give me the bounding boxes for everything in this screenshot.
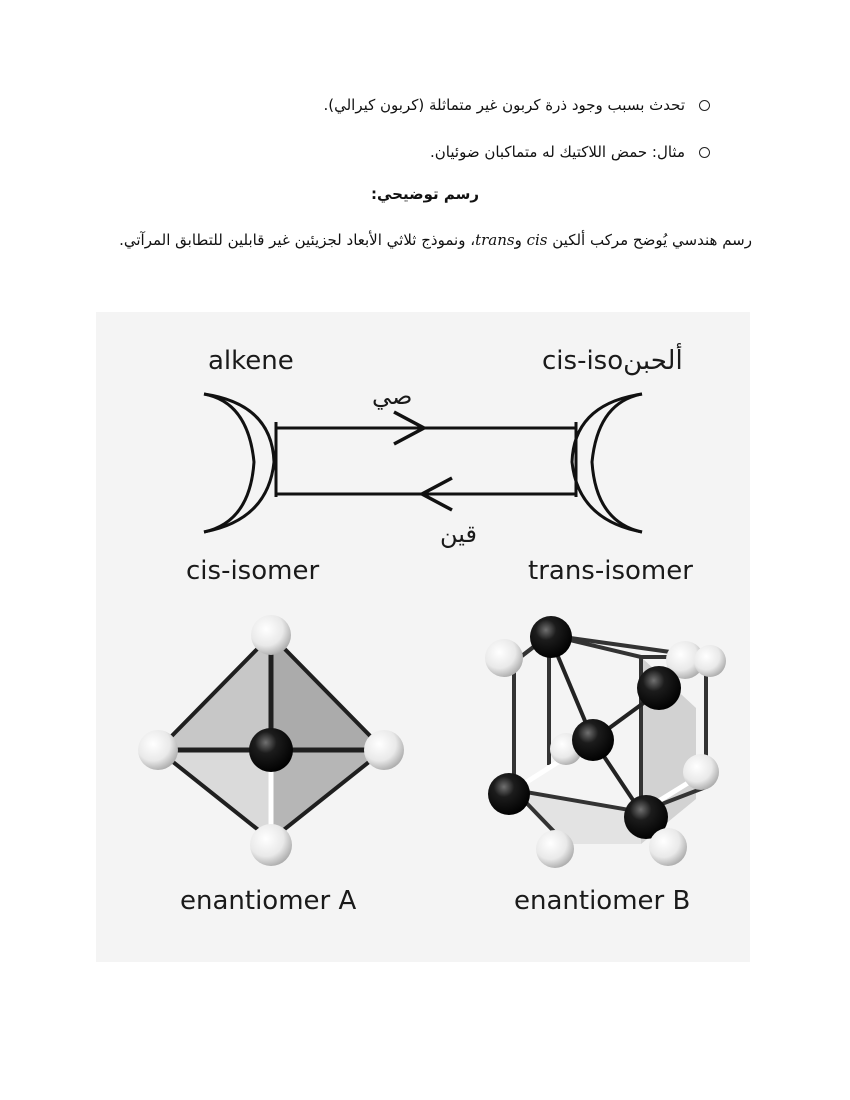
desc-cis: cis	[526, 231, 548, 249]
isomer-illustration	[96, 312, 750, 962]
figure-heading: رسم توضيحي:	[370, 185, 479, 203]
label-cis-iso: cis-isoألحبن	[542, 346, 683, 376]
desc-trans: trans	[475, 231, 515, 249]
bullet-text: تحدث بسبب وجود ذرة كربون غير متماثلة (كربون كيرالي).	[323, 96, 685, 114]
label-enantiomer-b: enantiomer B	[514, 886, 691, 916]
desc-text-3: ، ونموذج ثلاثي الأبعاد لجزيئين غير قابلين للتطابق المرآتي.	[119, 231, 476, 249]
label-trans-isomer: trans-isomer	[528, 556, 693, 586]
reverse-arrow	[276, 478, 576, 510]
bullet-text: مثال: حمض اللاكتيك له متماكبان ضوئيان.	[430, 143, 685, 161]
hollow-circle-bullet-icon	[699, 100, 710, 111]
hollow-circle-bullet-icon	[699, 147, 710, 158]
label-alkene: alkene	[208, 346, 294, 376]
figure-description	[98, 222, 752, 258]
arrow-label-bottom: قين	[440, 520, 477, 548]
bullet-chiral-carbon	[150, 94, 710, 116]
label-enantiomer-a: enantiomer A	[180, 886, 357, 916]
bullet-lactic-acid	[150, 141, 710, 163]
arrow-label-top: صي	[372, 382, 413, 410]
left-bracket-shape	[204, 394, 274, 532]
desc-text-2: و	[514, 231, 527, 249]
desc-text-1: رسم هندسي يُوضح مركب ألكين	[547, 231, 752, 249]
forward-arrow	[276, 412, 576, 444]
enantiomer-b-model	[485, 616, 726, 868]
right-bracket-shape	[572, 394, 642, 532]
enantiomer-a-model	[138, 615, 404, 866]
label-cis-isomer: cis-isomer	[186, 556, 320, 586]
